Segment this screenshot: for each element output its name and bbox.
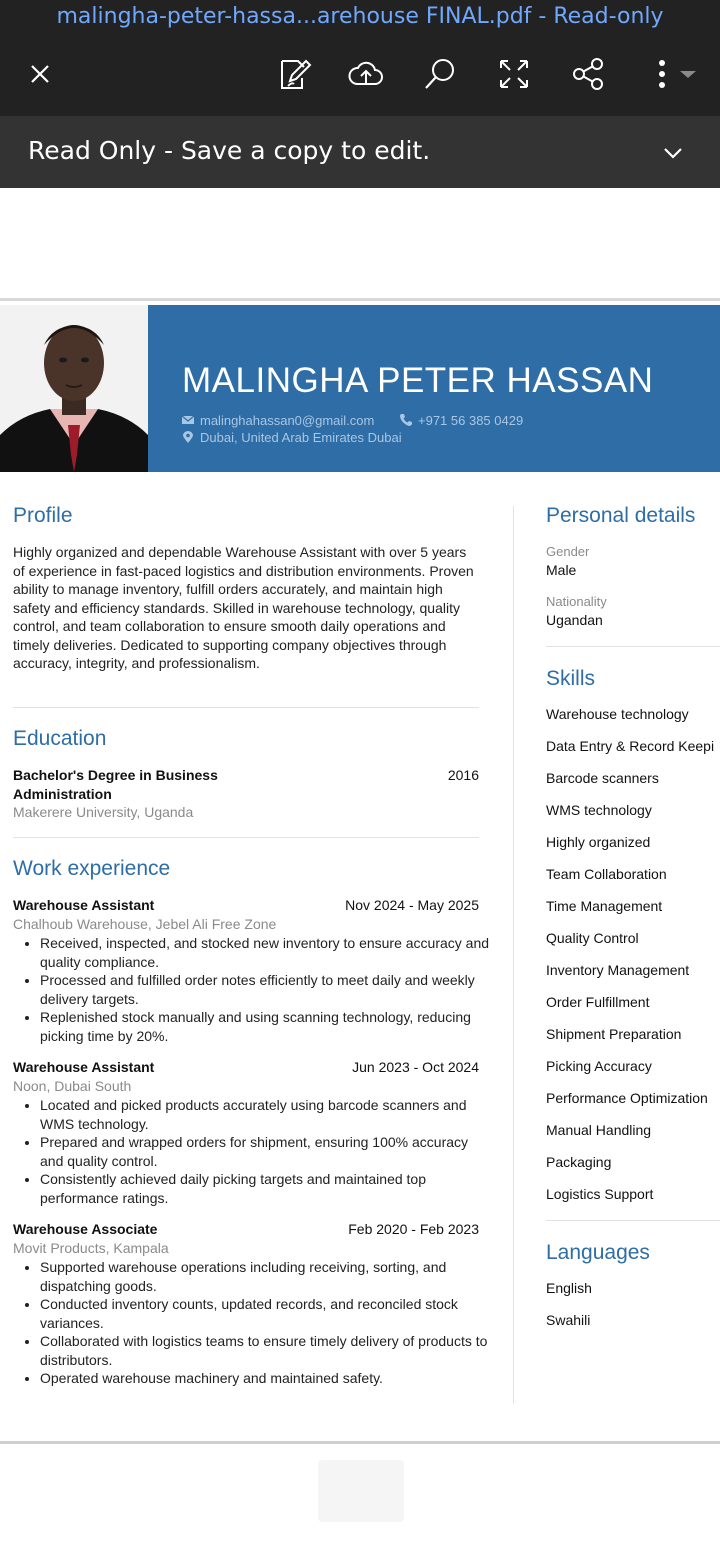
skill-item: Performance Optimization [546, 1090, 708, 1106]
job-bullet: • Received, inspected, and stocked new inventory to ensure accuracy and quality compliance. [40, 934, 490, 971]
skill-item: Order Fulfillment [546, 994, 650, 1010]
close-icon[interactable] [22, 56, 58, 92]
skill-item: Quality Control [546, 930, 639, 946]
viewer-toolbar [0, 0, 720, 116]
profile-photo [0, 305, 148, 472]
nationality-value: Ugandan [546, 612, 603, 628]
column-divider [513, 506, 514, 1404]
school: Makerere University, Uganda [13, 804, 194, 820]
location-pin-icon [182, 431, 194, 443]
phone-icon [400, 414, 412, 426]
education-year: 2016 [447, 767, 479, 783]
job-bullets [13, 1096, 490, 1207]
gender-value: Male [546, 562, 577, 578]
job-bullet: • Processed and fulfilled order notes efficiently to meet daily and weekly delivery targets. [40, 971, 490, 1008]
phone-text: +971 56 385 0429 [418, 413, 524, 428]
chevron-down-icon[interactable] [662, 142, 684, 164]
job-title: Warehouse Assistant [13, 1059, 155, 1075]
job-company: Noon, Dubai South [13, 1078, 132, 1094]
location-text: Dubai, United Arab Emirates Dubai [200, 430, 402, 445]
email-text: malinghahassan0@gmail.com [200, 413, 375, 428]
languages-heading: Languages [546, 1241, 650, 1264]
document-page [0, 298, 720, 1444]
job-bullet: • Collaborated with logistics teams to ensure timely delivery of products to distributors. [40, 1332, 490, 1369]
skills-heading: Skills [546, 667, 596, 690]
job-bullet: • Conducted inventory counts, updated records, and reconciled stock variances. [40, 1295, 490, 1332]
education-entry [13, 766, 479, 803]
skill-item: Team Collaboration [546, 866, 667, 882]
job-bullet: • Operated warehouse machinery and maintained safety. [40, 1369, 490, 1388]
contact-location [182, 430, 402, 445]
skill-item: Time Management [546, 898, 663, 914]
file-title: malingha-peter-hassa...arehouse FINAL.pdf - Read-only [56, 4, 664, 29]
job-bullet: • Consistently achieved daily picking targets and maintained top performance ratings. [40, 1170, 490, 1207]
contact-email[interactable] [182, 413, 374, 428]
job-dates: Nov 2024 - May 2025 [345, 897, 479, 913]
profile-heading: Profile [13, 504, 73, 527]
page-indicator [318, 1460, 404, 1522]
job-bullets [13, 1258, 490, 1388]
skill-item: Manual Handling [546, 1122, 652, 1138]
skill-item: Inventory Management [546, 962, 690, 978]
skill-item: Highly organized [546, 834, 651, 850]
degree: Bachelor's Degree in Business Administration [13, 767, 218, 802]
job-bullet: • Supported warehouse operations including receiving, sorting, and dispatching goods. [40, 1258, 490, 1295]
language-item: English [546, 1280, 592, 1296]
candidate-name: MALINGHA PETER HASSAN [182, 361, 654, 400]
job-bullet: • Prepared and wrapped orders for shipment, ensuring 100% accuracy and quality control. [40, 1133, 490, 1170]
job-company: Chalhoub Warehouse, Jebel Ali Free Zone [13, 916, 277, 932]
contact-phone[interactable] [400, 413, 523, 428]
job-header [13, 897, 479, 913]
job-dates: Feb 2020 - Feb 2023 [348, 1221, 479, 1237]
divider [546, 646, 720, 647]
skill-item: Barcode scanners [546, 770, 659, 786]
read-only-banner [0, 116, 720, 188]
job-header [13, 1059, 479, 1075]
job-bullet: • Replenished stock manually and using scanning technology, reducing picking time by 20%. [40, 1008, 490, 1045]
job-bullets [13, 934, 490, 1045]
job-header [13, 1221, 479, 1237]
skill-item: Shipment Preparation [546, 1026, 682, 1042]
resume-header [0, 305, 720, 472]
cloud-upload-icon[interactable] [348, 56, 384, 92]
skill-item: Packaging [546, 1154, 612, 1170]
skill-item: WMS technology [546, 802, 652, 818]
personal-details-heading: Personal details [546, 504, 696, 527]
job-company: Movit Products, Kampala [13, 1240, 169, 1256]
banner-text: Read Only - Save a copy to edit. [28, 136, 431, 165]
more-icon[interactable] [648, 56, 704, 92]
divider [13, 837, 479, 838]
edit-icon[interactable] [276, 56, 312, 92]
education-heading: Education [13, 727, 107, 750]
share-icon[interactable] [570, 56, 606, 92]
divider [546, 1220, 720, 1221]
divider [13, 707, 479, 708]
profile-summary: Highly organized and dependable Warehouse Assistant with over 5 years of experience in fast-paced logistics and distribution environments. Proven ability to manage inventory, fulfill orders accurately, and maintain high safety and efficiency standards. Skilled in warehouse technology, quality control, and team collaboration to ensure smooth daily operations and timely deliveries. Dedicated to supporting company objectives through accuracy, integrity, and professionalism. [13, 544, 474, 671]
job-title: Warehouse Assistant [13, 897, 155, 913]
gender-label: Gender [546, 544, 590, 559]
skill-item: Warehouse technology [546, 706, 689, 722]
work-heading: Work experience [13, 857, 171, 880]
skill-item: Data Entry & Record Keepi [546, 738, 715, 754]
search-icon[interactable] [422, 56, 458, 92]
fullscreen-icon[interactable] [496, 56, 532, 92]
job-dates: Jun 2023 - Oct 2024 [352, 1059, 479, 1075]
skill-item: Logistics Support [546, 1186, 654, 1202]
skill-item: Picking Accuracy [546, 1058, 652, 1074]
nationality-label: Nationality [546, 594, 607, 609]
job-title: Warehouse Associate [13, 1221, 158, 1237]
job-bullet: • Located and picked products accurately using barcode scanners and WMS technology. [40, 1096, 490, 1133]
mail-icon [182, 414, 194, 426]
language-item: Swahili [546, 1312, 591, 1328]
